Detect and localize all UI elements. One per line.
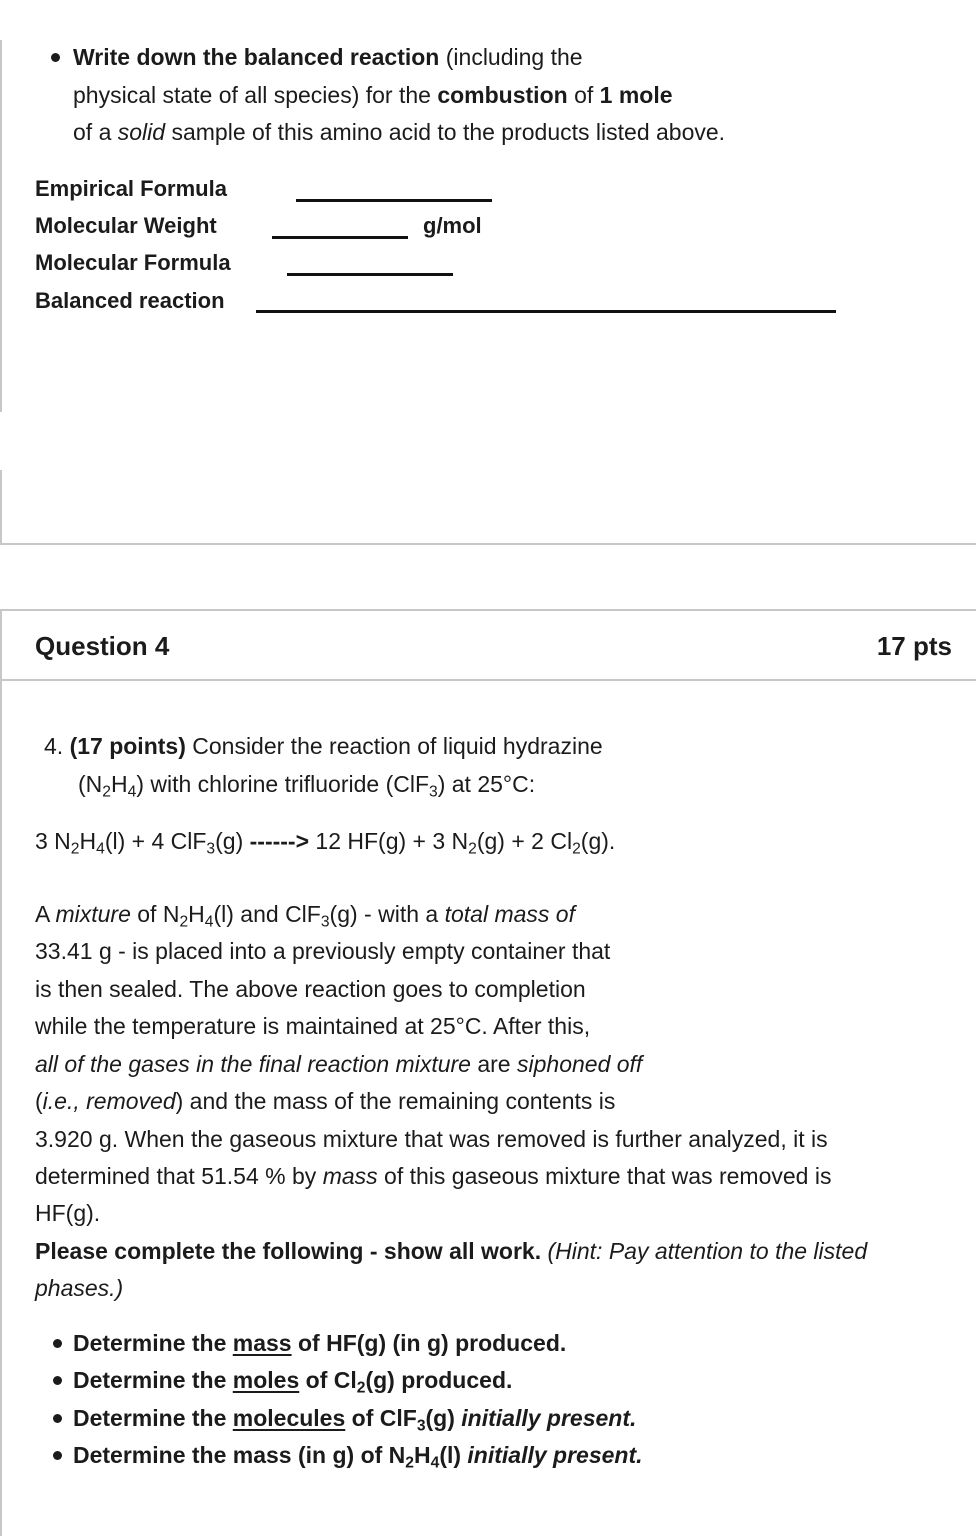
molecular-formula-blank[interactable] (287, 273, 453, 276)
molecular-weight-blank[interactable] (272, 236, 408, 239)
bullet-dot (53, 1339, 62, 1348)
para-line-6: (i.e., removed) and the mass of the remaining contents is (35, 1088, 616, 1114)
question3-left-border-lower (0, 470, 2, 545)
reaction-arrow: ------> (249, 828, 310, 854)
para-line-3: is then sealed. The above reaction goes to completion (35, 976, 586, 1002)
task-bullet-2: Determine the moles of $Cl_2(g)$ produced. (73, 1367, 513, 1397)
question4-left-border (0, 681, 2, 1536)
molecular-weight-unit: g/mol (423, 213, 482, 238)
question3-bottom-border (0, 543, 976, 545)
q3-intro-line-3: of a solid sample of this amino acid to the products listed above. (73, 119, 726, 145)
question3-left-border (0, 40, 2, 412)
question4-header (0, 609, 976, 681)
empirical-formula-blank[interactable] (296, 199, 492, 202)
task-bullet-1: Determine the mass of HF(g) (in g) produced. (73, 1330, 567, 1356)
bullet-dot (53, 1414, 62, 1423)
bullet-dot (51, 53, 60, 62)
q4-intro-line-1: 4. (17 points) Consider the reaction of liquid hydrazine (44, 733, 603, 759)
q3-intro-line-1: Write down the balanced reaction (including the (73, 44, 583, 70)
empirical-formula-label: Empirical Formula (35, 176, 227, 201)
para-line-4: while the temperature is maintained at 25°C. After this, (35, 1013, 591, 1039)
q4-intro-line-2: $(N_2H_4)$ with chlorine trifluoride (ClF$_3$) at 25°C: (78, 771, 536, 801)
para-line-8: determined that 51.54 % by mass of this gaseous mixture that was removed is (35, 1163, 832, 1189)
balanced-reaction-blank[interactable] (256, 310, 836, 313)
task-bullet-3: Determine the molecules of ClF$_3$(g) initially present. (73, 1405, 637, 1435)
reaction-equation: 3 $N_2H_4(l) + 4$ ClF$_3$(g) ------> 12 HF(g) + 3 $N_2(g) + 2$ $Cl_2(g)$. (35, 828, 616, 858)
molecular-weight-label: Molecular Weight (35, 213, 217, 238)
balanced-reaction-label: Balanced reaction (35, 288, 225, 313)
para-line-1: A mixture of $N_2H_4(l)$ and ClF$_3$(g) - with a total mass of (35, 901, 575, 931)
question4-points: 17 pts (876, 631, 952, 661)
para-line-2: 33.41 g - is placed into a previously empty container that (35, 938, 611, 964)
para-line-9: HF(g). (35, 1200, 101, 1226)
para-line-10: Please complete the following - show all work. (Hint: Pay attention to the listed (35, 1238, 868, 1264)
para-line-11: phases.) (35, 1275, 124, 1301)
para-line-7: 3.920 g. When the gaseous mixture that was removed is further analyzed, it is (35, 1126, 828, 1152)
bullet-dot (53, 1376, 62, 1385)
molecular-formula-label: Molecular Formula (35, 250, 231, 275)
question4-title: Question 4 (35, 631, 170, 661)
q3-intro-line-2: physical state of all species) for the combustion of 1 mole (73, 82, 673, 108)
bullet-dot (53, 1451, 62, 1460)
para-line-5: all of the gases in the final reaction mixture are siphoned off (35, 1051, 643, 1077)
task-bullet-4: Determine the mass (in g) of $N_2H_4(l)$ initially present. (73, 1442, 643, 1472)
